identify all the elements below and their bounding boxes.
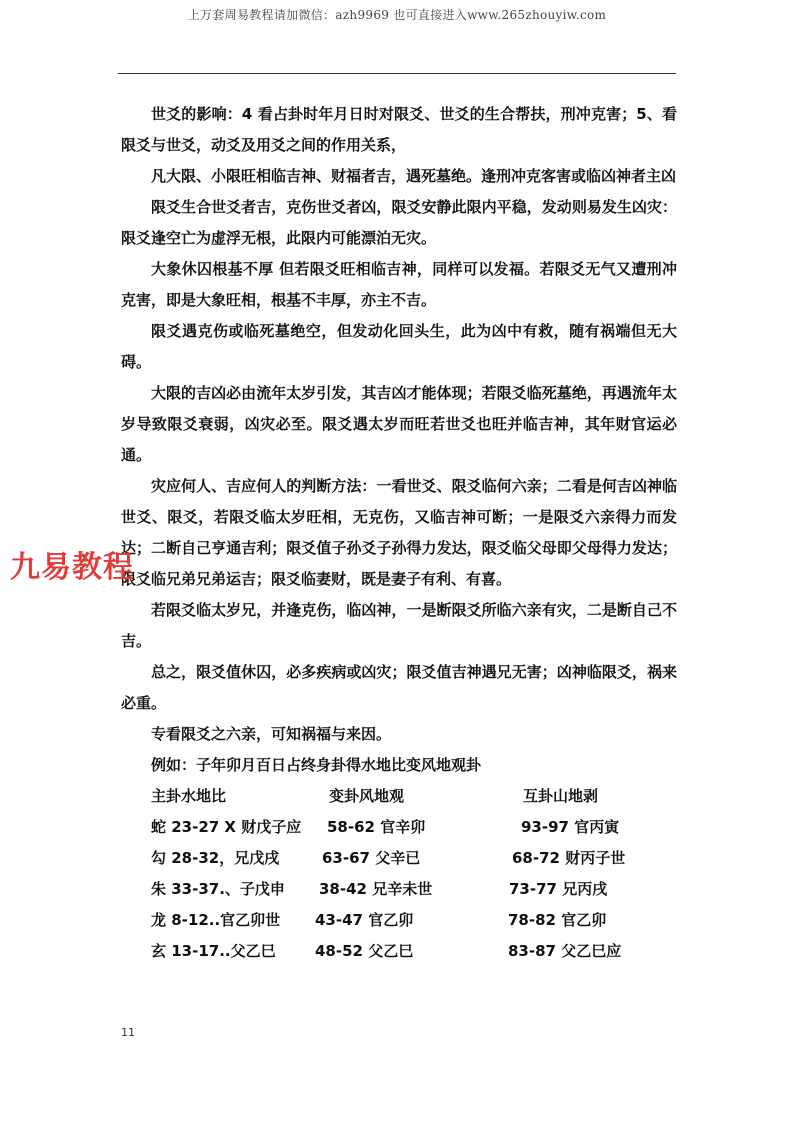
paragraph: 总之，限爻值休囚，必多疾病或凶灾；限爻值吉神遇兄无害；凶神临限爻，祸来必重。 [121, 663, 677, 712]
paragraph: 大象休囚根基不厚 但若限爻旺相临吉神，同样可以发福。若限爻无气又遭刑冲克害，即是大象旺相，根基不丰厚，亦主不吉。 [121, 260, 677, 309]
paragraph: 限爻生合世爻者吉，克伤世爻者凶，限爻安静此限内平稳，发动则易发生凶灾：限爻逢空亡为虚浮无根，此限内可能漂泊无灾。 [121, 198, 677, 247]
table-row [121, 874, 677, 905]
table-cell: 龙 8-12..官乙卯世 [151, 911, 281, 929]
table-cell: 63-67 父辛已 [322, 849, 421, 867]
paragraph: 凡大限、小限旺相临吉神、财福者吉，遇死墓绝。逢刑冲克客害或临凶神者主凶 [151, 167, 677, 185]
table-cell: 78-82 官乙卯 [508, 911, 607, 929]
table-cell: 68-72 财丙子世 [512, 849, 626, 867]
paragraph: 若限爻临太岁兄，并逢克伤，临凶神，一是断限爻所临六亲有灾，二是断自己不吉。 [121, 601, 677, 650]
table-cell: 勾 28-32，兄戊戌 [151, 849, 280, 867]
table-cell: 83-87 父乙巳应 [508, 942, 622, 960]
table-cell: 93-97 官丙寅 [521, 818, 620, 836]
page-header: 上万套周易教程请加微信：azh9969 也可直接进入www.265zhouyiw.com [187, 8, 607, 22]
page-number: 11 [121, 1026, 135, 1039]
table-row [121, 812, 677, 843]
paragraph: 大限的吉凶必由流年太岁引发，其吉凶才能体现；若限爻临死墓绝，再遇流年太岁导致限爻衰弱，凶灾必至。限爻遇太岁而旺若世爻也旺并临吉神，其年财官运必通。 [121, 384, 677, 464]
table-row [121, 905, 677, 936]
table-header-cell: 变卦风地观 [329, 787, 405, 805]
paragraph: 专看限爻之六亲，可知祸福与来因。 [151, 725, 392, 743]
paragraph: 例如：子年卯月百日占终身卦得水地比变风地观卦 [151, 756, 482, 774]
watermark-logo: 九易教程 [10, 550, 134, 585]
hexagram-table [121, 781, 677, 967]
table-header-cell: 主卦水地比 [151, 787, 227, 805]
table-cell: 48-52 父乙巳 [315, 942, 414, 960]
table-cell: 玄 13-17..父乙巳 [151, 942, 276, 960]
table-row [121, 843, 677, 874]
table-row [121, 936, 677, 967]
table-cell: 73-77 兄丙戌 [509, 880, 608, 898]
document-body [121, 99, 677, 967]
paragraph: 灾应何人、吉应何人的判断方法：一看世爻、限爻临何六亲；二看是何吉凶神临世爻、限爻，若限爻临太岁旺相，无克伤，又临吉神可断；一是限爻六亲得力而发达；二断自己亨通吉利；限爻值子孙爻子孙得力发达，限爻临父母即父母得力发达；限爻临兄弟兄弟运吉；限爻临妻财，既是妻子有利、有喜。 [121, 477, 677, 588]
table-cell: 蛇 23-27 X 财戊子应 [151, 818, 302, 836]
paragraph: 世爻的影响：4 看占卦时年月日时对限爻、世爻的生合帮扶，刑冲克害；5、看限爻与世爻，动爻及用爻之间的作用关系， [121, 105, 677, 154]
table-cell: 38-42 兄辛未世 [319, 880, 433, 898]
table-cell: 朱 33-37.、子戊申 [151, 880, 285, 898]
table-cell: 58-62 官辛卯 [327, 818, 426, 836]
table-header-cell: 互卦山地剥 [523, 787, 599, 805]
header-divider [118, 73, 676, 74]
paragraph: 限爻遇克伤或临死墓绝空，但发动化回头生，此为凶中有救，随有祸端但无大碍。 [121, 322, 677, 371]
table-cell: 43-47 官乙卯 [315, 911, 414, 929]
table-header-row [121, 781, 677, 812]
